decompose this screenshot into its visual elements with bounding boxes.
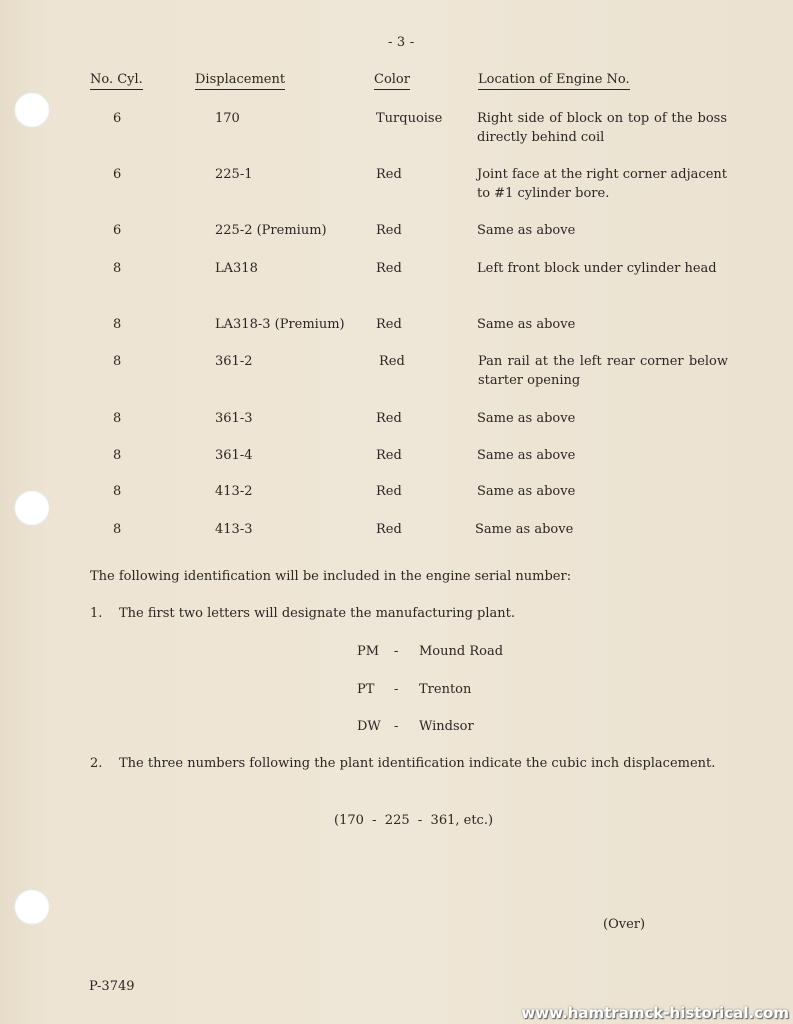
header-cyl: No. Cyl.: [90, 72, 143, 90]
cell-cyl: 8: [113, 522, 122, 537]
list-number-1: 1.: [90, 606, 103, 621]
watermark: www.hamtramck-historical.com: [521, 1004, 789, 1022]
plant-dash: -: [394, 682, 399, 697]
cell-color: Red: [379, 354, 405, 369]
cell-cyl: 8: [113, 261, 122, 276]
cell-color: Red: [376, 484, 402, 499]
list-item-1-text: The first two letters will designate the manufacturing plant.: [119, 606, 516, 621]
cell-displacement: 225-2 (Premium): [215, 223, 327, 238]
cell-location: Same as above: [477, 448, 576, 463]
cell-color: Red: [376, 522, 402, 537]
cell-location: Right side of block on top of the boss directly behind coil: [477, 111, 727, 145]
cell-displacement: LA318: [215, 261, 258, 276]
plant-name: Trenton: [419, 682, 472, 697]
cell-cyl: 6: [113, 167, 122, 182]
cell-color: Red: [376, 223, 402, 238]
binder-hole: [14, 92, 50, 128]
cell-displacement: 225-1: [215, 167, 253, 182]
cell-location: Same as above: [477, 223, 576, 238]
cell-location: Pan rail at the left rear corner below starter opening: [478, 354, 728, 388]
cell-color: Red: [376, 261, 402, 276]
over-note: (Over): [603, 917, 646, 932]
page-number: - 3 -: [388, 35, 415, 50]
list-item-2-text: The three numbers following the plant identification indicate the cubic inch displacement.: [119, 756, 716, 771]
cell-displacement: 413-2: [215, 484, 253, 499]
cell-location: Same as above: [477, 317, 576, 332]
cell-cyl: 8: [113, 411, 122, 426]
displacement-example: (170 - 225 - 361, etc.): [334, 813, 494, 828]
cell-displacement: LA318-3 (Premium): [215, 317, 345, 332]
cell-displacement: 413-3: [215, 522, 253, 537]
plant-name: Windsor: [419, 719, 474, 734]
list-number-2: 2.: [90, 756, 103, 771]
cell-color: Red: [376, 167, 402, 182]
cell-cyl: 8: [113, 484, 122, 499]
cell-color: Turquoise: [376, 111, 443, 126]
header-displacement: Displacement: [195, 72, 285, 90]
header-location: Location of Engine No.: [478, 72, 630, 90]
cell-displacement: 361-3: [215, 411, 253, 426]
header-color: Color: [374, 72, 410, 90]
document-id: P-3749: [89, 979, 135, 994]
cell-color: Red: [376, 448, 402, 463]
cell-color: Red: [376, 411, 402, 426]
plant-name: Mound Road: [419, 644, 504, 659]
cell-location: Same as above: [475, 522, 574, 537]
cell-displacement: 361-4: [215, 448, 253, 463]
cell-cyl: 8: [113, 317, 122, 332]
plant-code: PM: [357, 644, 380, 659]
plant-code: DW: [357, 719, 381, 734]
cell-cyl: 8: [113, 448, 122, 463]
cell-displacement: 361-2: [215, 354, 253, 369]
cell-displacement: 170: [215, 111, 240, 126]
binder-hole: [14, 490, 50, 526]
plant-code: PT: [357, 682, 375, 697]
binder-hole: [14, 889, 50, 925]
plant-dash: -: [394, 719, 399, 734]
cell-location: Same as above: [477, 484, 576, 499]
cell-cyl: 6: [113, 111, 122, 126]
cell-cyl: 8: [113, 354, 122, 369]
cell-location: Left front block under cylinder head: [477, 261, 717, 276]
cell-color: Red: [376, 317, 402, 332]
plant-dash: -: [394, 644, 399, 659]
cell-location: Joint face at the right corner adjacent to #1 cylinder bore.: [477, 167, 727, 201]
cell-cyl: 6: [113, 223, 122, 238]
intro-paragraph: The following identification will be included in the engine serial number:: [90, 569, 572, 584]
cell-location: Same as above: [477, 411, 576, 426]
